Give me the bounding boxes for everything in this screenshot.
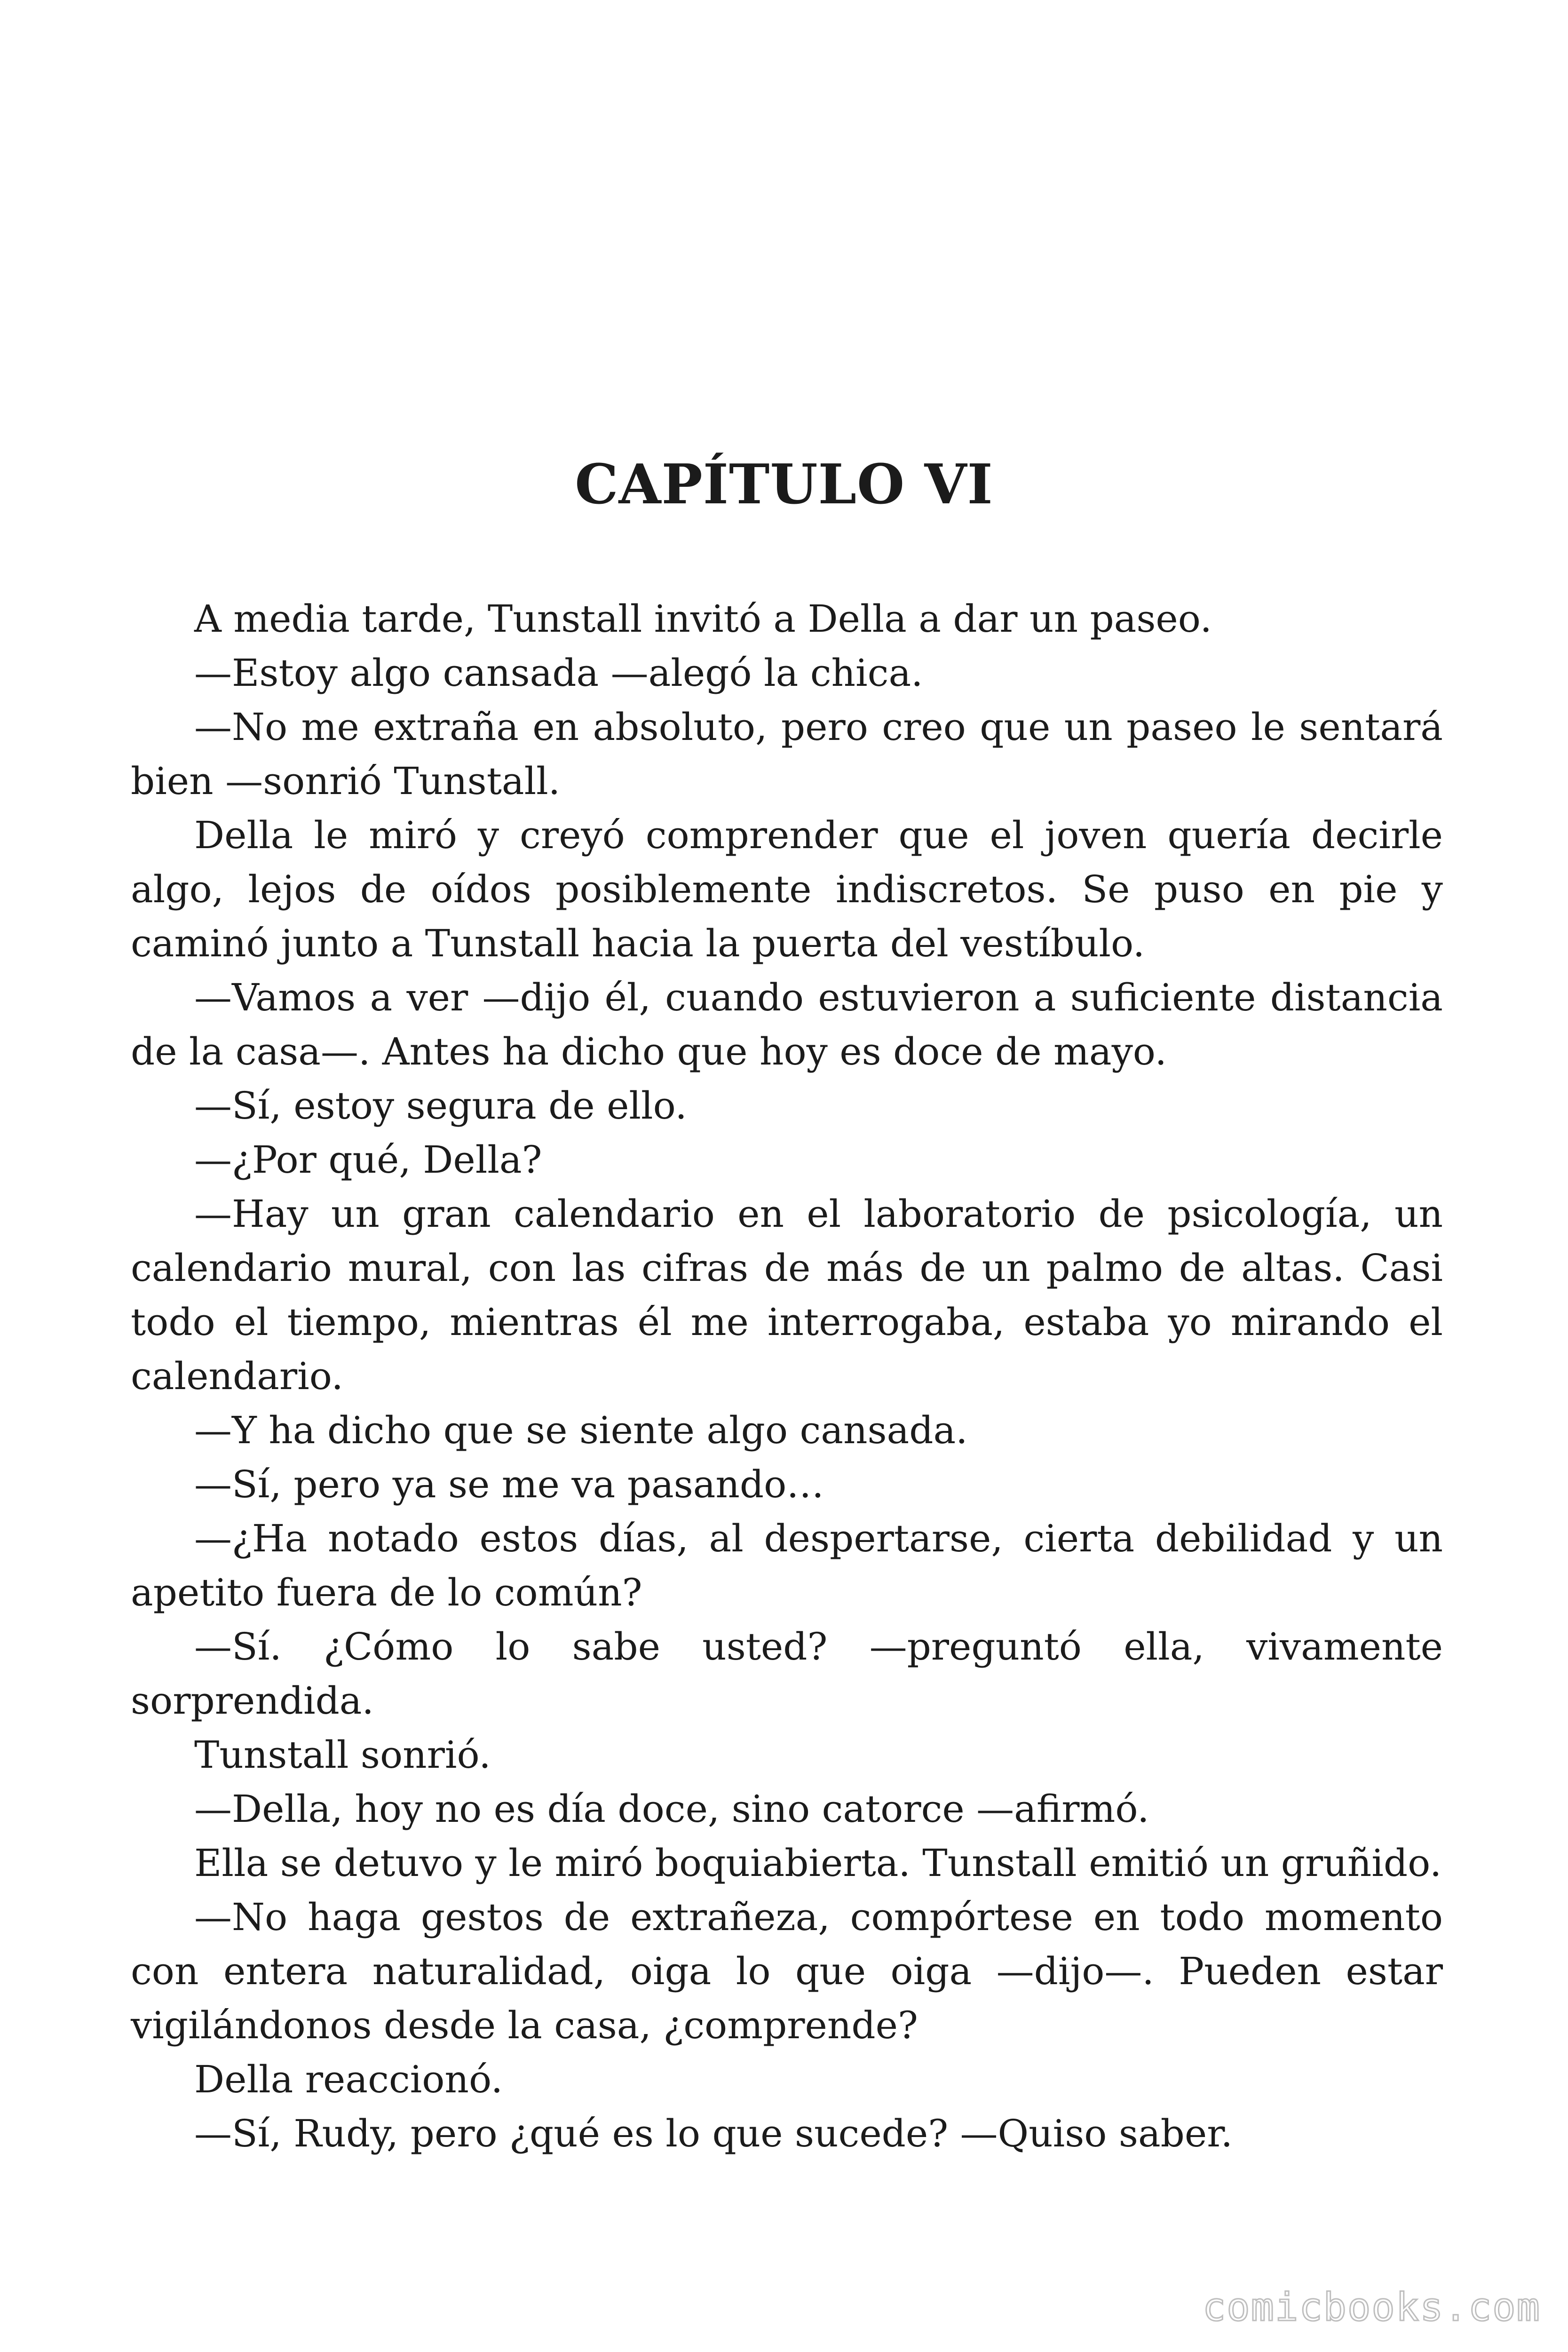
paragraph: —¿Ha notado estos días, al despertarse, cierta debilidad y un apetito fuera de lo común? (131, 1517, 1443, 1614)
paragraph: —Hay un gran calendario en el laboratorio de psicología, un calendario mural, con las cifras de más de un palmo de altas. Casi todo el tiempo, mientras él me interrogaba, estaba yo mirando el calendario. (131, 1192, 1443, 1398)
paragraph: —No me extraña en absoluto, pero creo que un paseo le sentará bien —sonrió Tunstall. (131, 705, 1443, 803)
paragraph: A media tarde, Tunstall invitó a Della a dar un paseo. (194, 597, 1212, 641)
watermark: comicbooks.com (1202, 2285, 1541, 2330)
paragraph: Ella se detuvo y le miró boquiabierta. Tunstall emitió un gruñido. (194, 1841, 1442, 1885)
paragraph: —No haga gestos de extrañeza, compórtese en todo momento con entera naturalidad, oiga lo que oiga —dijo—. Pueden estar vigilándonos desde la casa, ¿comprende? (131, 1895, 1443, 2047)
paragraph: Della le miró y creyó comprender que el joven quería decirle algo, lejos de oídos posiblemente indiscretos. Se puso en pie y caminó junto a Tunstall hacia la puerta del vestíbulo. (131, 813, 1443, 965)
paragraph: —Y ha dicho que se siente algo cansada. (194, 1408, 968, 1452)
paragraph: —Estoy algo cansada —alegó la chica. (194, 651, 923, 695)
paragraph: Tunstall sonrió. (194, 1733, 491, 1777)
paragraph: —Sí, estoy segura de ello. (194, 1084, 687, 1128)
paragraph: —Sí, pero ya se me va pasando… (194, 1462, 824, 1506)
chapter-text (131, 592, 1443, 2161)
chapter-title: CAPÍTULO VI (575, 453, 993, 516)
paragraph: —Sí. ¿Cómo lo sabe usted? —preguntó ella, vivamente sorprendida. (131, 1625, 1443, 1723)
paragraph: —Della, hoy no es día doce, sino catorce —afirmó. (194, 1787, 1149, 1831)
paragraph: —Vamos a ver —dijo él, cuando estuvieron a suficiente distancia de la casa—. Antes ha dicho que hoy es doce de mayo. (131, 976, 1443, 1073)
paragraph: Della reaccionó. (194, 2058, 503, 2101)
paragraph: —¿Por qué, Della? (194, 1138, 542, 1182)
paragraph: —Sí, Rudy, pero ¿qué es lo que sucede? —Quiso saber. (194, 2112, 1233, 2155)
